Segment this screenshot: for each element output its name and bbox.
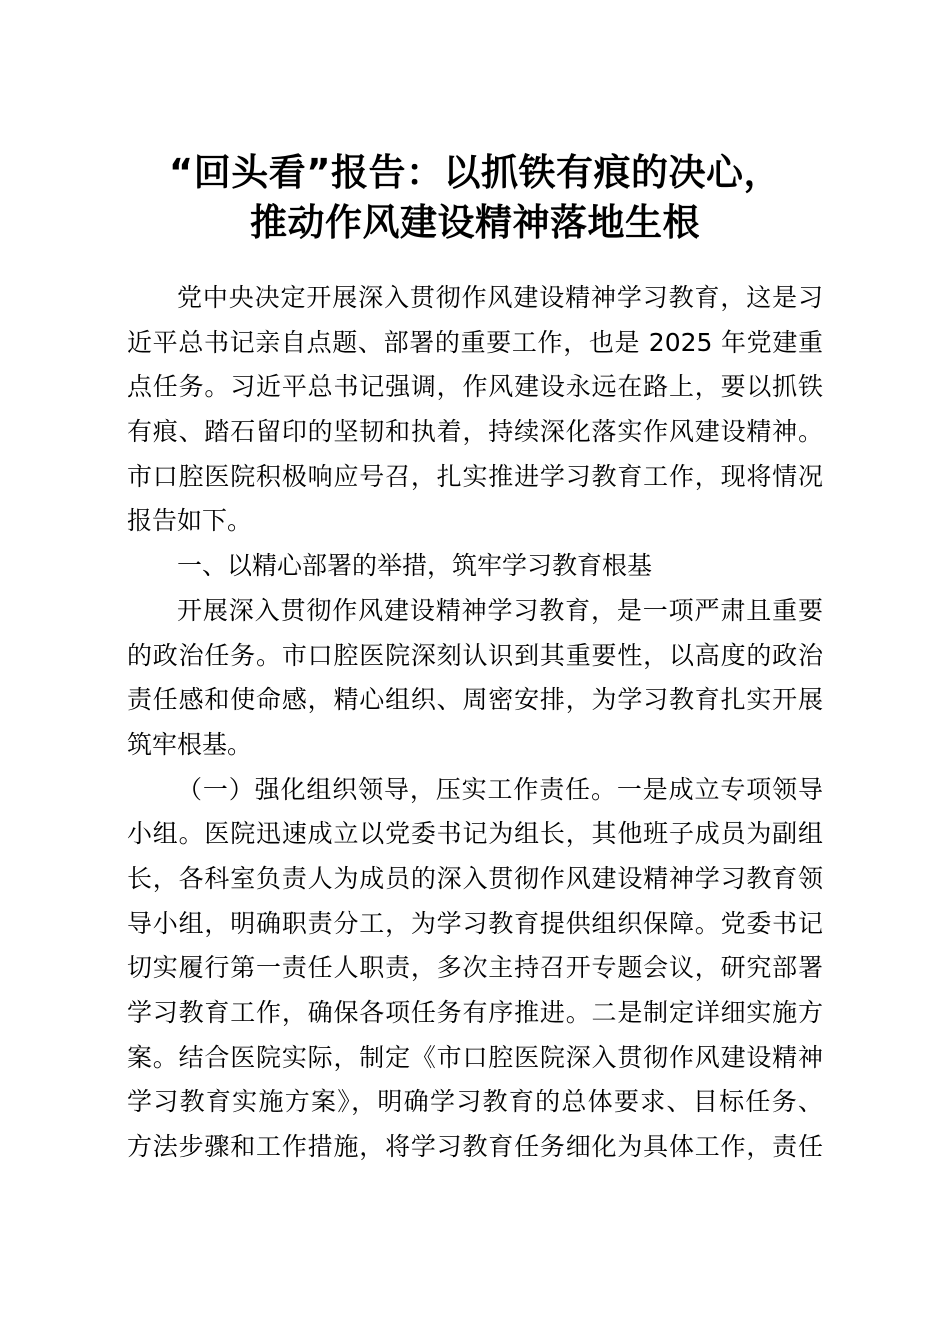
text-line: 开展深入贯彻作风建设精神学习教育，是一项严肃且重要 — [177, 595, 823, 625]
text-line: 小组。医院迅速成立以党委书记为组长，其他班子成员为副组 — [127, 819, 823, 849]
paragraph-section-1 — [127, 589, 823, 768]
section-heading: 一、以精心部署的举措，筑牢学习教育根基 — [177, 551, 653, 581]
text-line: 导小组，明确职责分工，为学习教育提供组织保障。党委书记 — [127, 908, 823, 938]
document-body — [127, 276, 823, 1170]
paragraph-intro — [127, 276, 823, 544]
text-line: 方法步骤和工作措施，将学习教育任务细化为具体工作，责任 — [127, 1132, 823, 1162]
text-line: 报告如下。 — [127, 506, 253, 536]
text-line: 切实履行第一责任人职责，多次主持召开专题会议，研究部署 — [127, 953, 823, 983]
text-line: 市口腔医院积极响应号召，扎实推进学习教育工作，现将情况 — [127, 461, 823, 491]
text-line: 案。结合医院实际，制定《市口腔医院深入贯彻作风建设精神 — [127, 1042, 823, 1072]
title-line-2: 推动作风建设精神落地生根 — [250, 201, 700, 244]
text-line: 有痕、踏石留印的坚韧和执着，持续深化落实作风建设精神。 — [127, 417, 823, 447]
text-line: 学习教育工作，确保各项任务有序推进。二是制定详细实施方 — [127, 998, 823, 1027]
text-line: 的政治任务。市口腔医院深刻认识到其重要性，以高度的政治 — [127, 640, 823, 670]
title-line-1: “回头看”报告：以抓铁有痕的决心， — [168, 151, 782, 194]
paragraph-subsection-1 — [127, 768, 823, 1170]
text-line: 近平总书记亲自点题、部署的重要工作，也是 2025 年党建重 — [127, 327, 823, 357]
text-line: 点任务。习近平总书记强调，作风建设永远在路上，要以抓铁 — [127, 372, 823, 402]
text-line: 党中央决定开展深入贯彻作风建设精神学习教育，这是习 — [177, 283, 823, 312]
text-line: 责任感和使命感，精心组织、周密安排，为学习教育扎实开展 — [127, 685, 823, 715]
text-line: 筑牢根基。 — [127, 729, 253, 759]
section-heading-1 — [127, 544, 823, 589]
text-line: （一）强化组织领导，压实工作责任。一是成立专项领导 — [177, 774, 823, 804]
document-title — [120, 148, 830, 248]
text-line: 学习教育实施方案》，明确学习教育的总体要求、目标任务、 — [127, 1087, 823, 1117]
text-line: 长，各科室负责人为成员的深入贯彻作风建设精神学习教育领 — [127, 863, 823, 893]
